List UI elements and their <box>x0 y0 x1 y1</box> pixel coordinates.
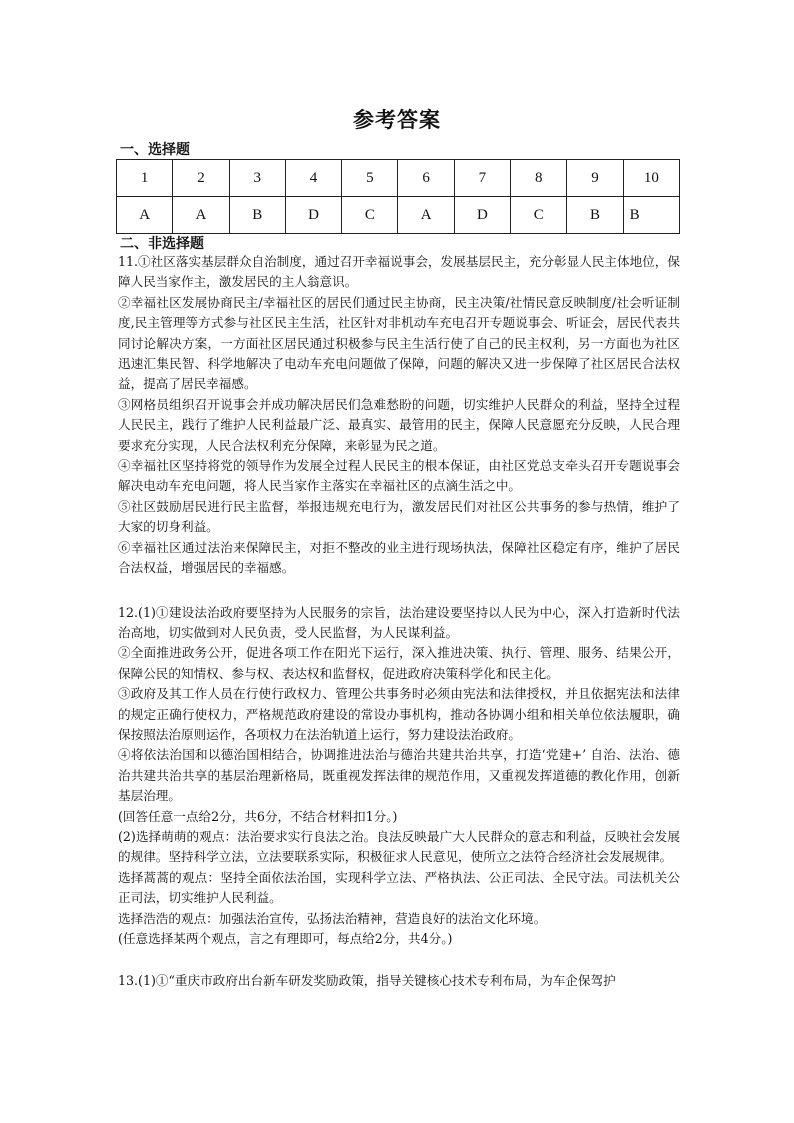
table-cell-answer: B <box>623 197 679 234</box>
section-heading-choice: 一、选择题 <box>120 142 190 158</box>
answer-paragraph: ②全面推进政务公开，促进各项工作在阳光下运行，深入推进决策、执行、管理、服务、结果公开，保障公民的知情权、参与权、表达权和监督权，促进政府决策科学化和民主化。 <box>118 645 680 681</box>
table-cell-answer: C <box>342 197 398 234</box>
table-cell-answer: D <box>285 197 341 234</box>
answer-paragraph: 选择蒿蒿的观点：坚持全面依法治国，实现科学立法、严格执法、公正司法、全民守法。司法机关公正司法，切实维护人民利益。 <box>118 869 680 906</box>
answer-paragraph: ②幸福社区发展协商民主/幸福社区的居民们通过民主协商，民主决策/社情民意反映制度/社会听证制度,民主管理等方式参与社区民主生活，社区针对非机动车充电召开专题说事会、听证会，居民代表共同讨论解决方案，一方面社区居民通过积极参与民主生活行使了自己的民主权利，另一方面也为社区迅速汇集民智、科学地解决了电动车充电问题做了保障，问题的解决又进一步保障了社区居民合法权益，提高了居民幸福感。 <box>118 294 680 392</box>
table-cell-number: 10 <box>623 160 679 197</box>
table-row-numbers <box>117 160 680 197</box>
table-cell-number: 5 <box>342 160 398 197</box>
answer-paragraph: ③网格员组织召开说事会并成功解决居民们急难愁盼的问题，切实维护人民群众的利益，坚持全过程人民民主，践行了维护人民利益最广泛、最真实、最管用的民主，保障人民意愿充分反映，人民合理要求充分实现，人民合法权利充分保障，来彰显为民之道。 <box>118 396 680 453</box>
table-cell-number: 3 <box>229 160 285 197</box>
table-cell-answer: A <box>398 197 454 234</box>
answer-paragraph: ⑤社区鼓励居民进行民主监督，举报违规充电行为，激发居民们对社区公共事务的参与热情，维护了大家的切身利益。 <box>118 498 680 535</box>
table-cell-number: 1 <box>117 160 173 197</box>
table-cell-number: 4 <box>285 160 341 197</box>
table-cell-number: 9 <box>567 160 623 197</box>
answer-paragraph: 12.(1)①建设法治政府要坚持为人民服务的宗旨，法治建设要坚持以人民为中心，深入打造新时代法治高地，切实做到对人民负责，受人民监督，为人民谋利益。 <box>118 604 680 640</box>
answer-body <box>118 252 680 992</box>
table-cell-number: 8 <box>511 160 567 197</box>
table-cell-answer: D <box>454 197 510 234</box>
section-heading-nonchoice: 二、非选择题 <box>120 236 204 252</box>
table-cell-number: 2 <box>173 160 229 197</box>
table-cell-number: 7 <box>454 160 510 197</box>
table-cell-answer: A <box>117 197 173 234</box>
table-cell-number: 6 <box>398 160 454 197</box>
answer-paragraph: (任意选择某两个观点，言之有理即可，每点给2分，共4分。) <box>118 931 453 946</box>
answer-table <box>116 159 680 234</box>
table-cell-answer: A <box>173 197 229 234</box>
answer-paragraph: (2)选择萌萌的观点：法治要求实行良法之治。良法反映最广大人民群众的意志和利益，反映社会发展的规律。坚持科学立法，立法要联系实际，积极征求人民意见，使所立之法符合经济社会发展规律。 <box>118 828 680 865</box>
table-row-answers <box>117 197 680 234</box>
table-cell-answer: B <box>229 197 285 234</box>
answer-paragraph: (回答任意一点给2分，共6分，不结合材料扣1分。) <box>118 808 398 824</box>
answer-paragraph: 11.①社区落实基层群众自治制度，通过召开幸福说事会，发展基层民主，充分彰显人民主体地位，保障人民当家作主，激发居民的主人翁意识。 <box>118 254 680 290</box>
table-cell-answer: B <box>567 197 623 234</box>
answer-paragraph: ④将依法治国和以德治国相结合，协调推进法治与德治共建共治共享，打造‘党建+’ 自治、法治、德治共建共治共享的基层治理新格局，既重视发挥法律的规范作用，又重视发挥道德的教化作用，创新基层治理。 <box>118 747 680 804</box>
answer-paragraph: 13.(1)①“重庆市政府出台新车研发奖励政策，指导关键核心技术专利布局，为车企保驾护 <box>118 973 616 989</box>
page-title: 参考答案 <box>353 108 441 132</box>
answer-paragraph: 选择浩浩的观点：加强法治宣传，弘扬法治精神，营造良好的法治文化环境。 <box>118 910 547 926</box>
answer-paragraph: ④幸福社区坚持将党的领导作为发展全过程人民民主的根本保证，由社区党总支牵头召开专题说事会解决电动车充电问题，将人民当家作主落实在幸福社区的点滴生活之中。 <box>118 458 680 494</box>
answer-paragraph: ⑥幸福社区通过法治来保障民主，对拒不整改的业主进行现场执法，保障社区稳定有序，维护了居民合法权益，增强居民的幸福感。 <box>118 539 680 576</box>
table-cell-answer: C <box>511 197 567 234</box>
answer-paragraph: ③政府及其工作人员在行使行政权力、管理公共事务时必须由宪法和法律授权，并且依据宪法和法律的规定正确行使权力，严格规范政府建设的常设办事机构，推动各协调小组和相关单位依法履职，确保按照法治原则运作，各项权力在法治轨道上运行，努力建设法治政府。 <box>118 686 680 742</box>
